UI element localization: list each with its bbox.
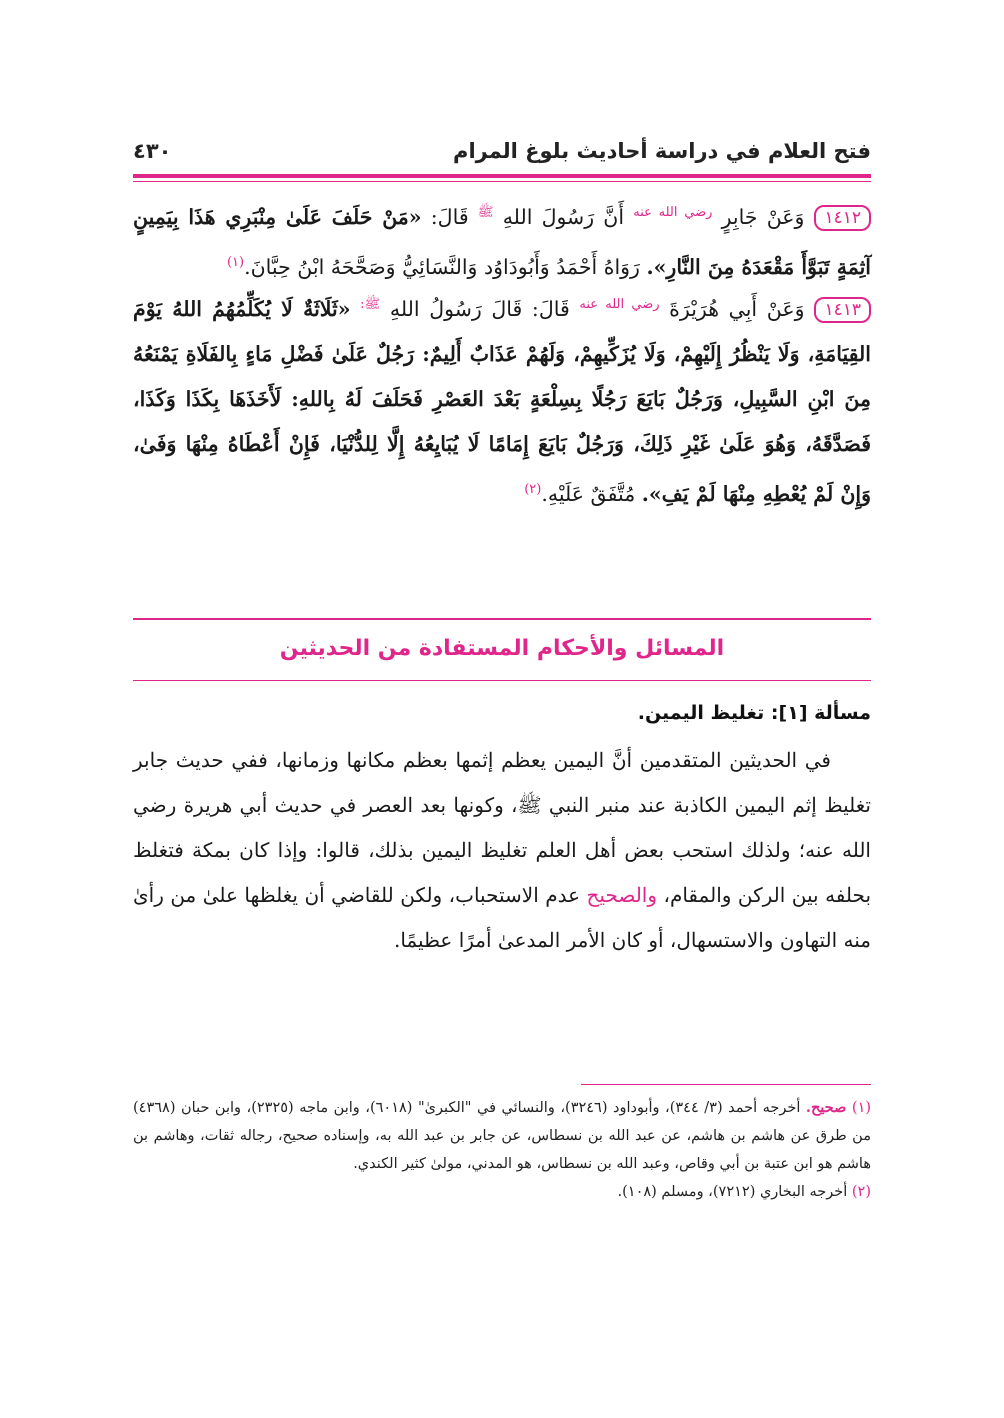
header-rule-thick	[133, 174, 871, 178]
footnote-ref-2: (٢)	[524, 481, 542, 497]
hadith-matn: «مَنْ حَلَفَ عَلَىٰ مِنْبَرِي هَذَا بِيَمِينٍ آثِمَةٍ تَبَوَّأَ مَقْعَدَهُ مِنَ النَّارِ».	[133, 204, 871, 279]
footnote-grade: صحيح.	[805, 1099, 847, 1116]
footnotes	[133, 1094, 871, 1206]
section-rule-top	[133, 618, 871, 620]
book-page	[133, 118, 871, 1338]
hadith-intro: وَعَنْ أَبِي هُرَيْرَةَ	[669, 296, 805, 321]
salla-mark: ﷺ:	[360, 297, 381, 312]
hadith-takhrij: مُتَّفَقٌ عَلَيْهِ.	[541, 481, 636, 506]
hadith-matn: «ثَلَاثَةٌ لَا يُكَلِّمُهُمُ اللهُ يَوْمَ القِيَامَةِ، وَلَا يَنْظُرُ إِلَيْهِمْ، وَلَا يُزَكِّيهِمْ، وَلَهُمْ عَذَابٌ أَلِيمٌ: رَجُلٌ عَلَىٰ فَضْلِ مَاءٍ بِالفَلَاةِ يَمْنَعُهُ مِنَ ابْنِ السَّبِيلِ، وَرَجُلٌ بَايَعَ رَجُلًا بِسِلْعَةٍ بَعْدَ العَصْرِ فَحَلَفَ لَهُ بِاللهِ: لَأَخَذَهَا بِكَذَا وَكَذَا، فَصَدَّقَهُ، وَهُوَ عَلَىٰ غَيْرِ ذَلِكَ، وَرَجُلٌ بَايَعَ إِمَامًا لَا يُبَايِعُهُ إِلَّا لِلدُّنْيَا، فَإِنْ أَعْطَاهُ مِنْهَا وَفَىٰ، وَإِنْ لَمْ يُعْطِهِ مِنْهَا لَمْ يَفِ».	[133, 296, 871, 506]
masala-heading	[638, 702, 871, 724]
hadith-1413	[133, 282, 871, 517]
hadith-takhrij: رَوَاهُ أَحْمَدُ وَأَبُودَاوُد وَالنَّسَائِيُّ وَصَحَّحَهُ ابْنُ حِبَّانَ.	[244, 254, 640, 279]
body-paragraph	[133, 738, 871, 963]
footnote-text: أخرجه أحمد (٣/ ٣٤٤)، وأبوداود (٣٢٤٦)، والنسائي في "الكبرىٰ" (٦٠١٨)، وابن ماجه (٢٣٢٥)، وابن حبان (٤٣٦٨) من طرق عن هاشم بن هاشم، عن عبد الله بن نسطاس، عن جابر بن عبد الله به، وإسناده صحيح، رجاله ثقات، وهاشم بن هاشم هو ابن عتبة بن أبي وقاص، وعبد الله بن نسطاس، هو المدني، مولىٰ كثير الكندي.	[133, 1100, 871, 1172]
footnote-number: (١)	[851, 1100, 872, 1116]
footnote-ref-1: (١)	[226, 254, 245, 270]
hadith-number-badge: ١٤١٢	[814, 205, 871, 231]
body-highlight: والصحيح	[586, 883, 658, 907]
page-number: ٤٣٠	[133, 139, 172, 163]
running-header	[133, 130, 871, 172]
hadith-intro-2: قَالَ: قَالَ رَسُولُ اللهِ	[389, 296, 570, 321]
hadith-intro-2: أَنَّ رَسُولَ اللهِ	[502, 204, 625, 229]
hadith-1412	[133, 190, 871, 290]
salla-mark: ﷺ	[477, 205, 494, 220]
footnote-2	[133, 1178, 871, 1206]
header-rule-thin	[133, 181, 871, 182]
footnote-1	[133, 1094, 871, 1178]
masala-title: تغليظ اليمين.	[637, 702, 765, 724]
section-rule-bottom	[133, 680, 871, 681]
honorific-mark: رضي الله عنه	[579, 297, 660, 312]
body-part-2: عدم الاستحباب، ولكن للقاضي أن يغلظها علىٰ من رأىٰ منه التهاون والاستسهال، أو كان الأمر المدعىٰ أمرًا عظيمًا.	[133, 883, 871, 952]
hadith-qala: قَالَ:	[430, 204, 469, 229]
section-title: المسائل والأحكام المستفادة من الحديثين	[279, 636, 725, 661]
footnote-number: (٢)	[851, 1184, 871, 1200]
footnote-rule	[581, 1084, 871, 1085]
hadith-intro: وَعَنْ جَابِرٍ	[721, 204, 805, 229]
hadith-number-badge: ١٤١٣	[814, 297, 871, 323]
book-title: فتح العلام في دراسة أحاديث بلوغ المرام	[453, 139, 871, 163]
body-part-1: في الحديثين المتقدمين أنَّ اليمين يعظم إثمها بعظم مكانها وزمانها، ففي حديث جابر تغليظ إثم اليمين الكاذبة عند منبر النبي ﷺ، وكونها بعد العصر في حديث أبي هريرة رضي الله عنه؛ ولذلك استحب بعض أهل العلم تغليظ اليمين بذلك، قالوا: وإذا كان بمكة فتغلظ بحلفه بين الركن والمقام،	[133, 748, 872, 907]
masala-label: مسألة [١]:	[770, 702, 871, 724]
footnote-text: أخرجه البخاري (٧٢١٢)، ومسلم (١٠٨).	[617, 1184, 848, 1200]
honorific-mark: رضي الله عنه	[633, 205, 713, 220]
